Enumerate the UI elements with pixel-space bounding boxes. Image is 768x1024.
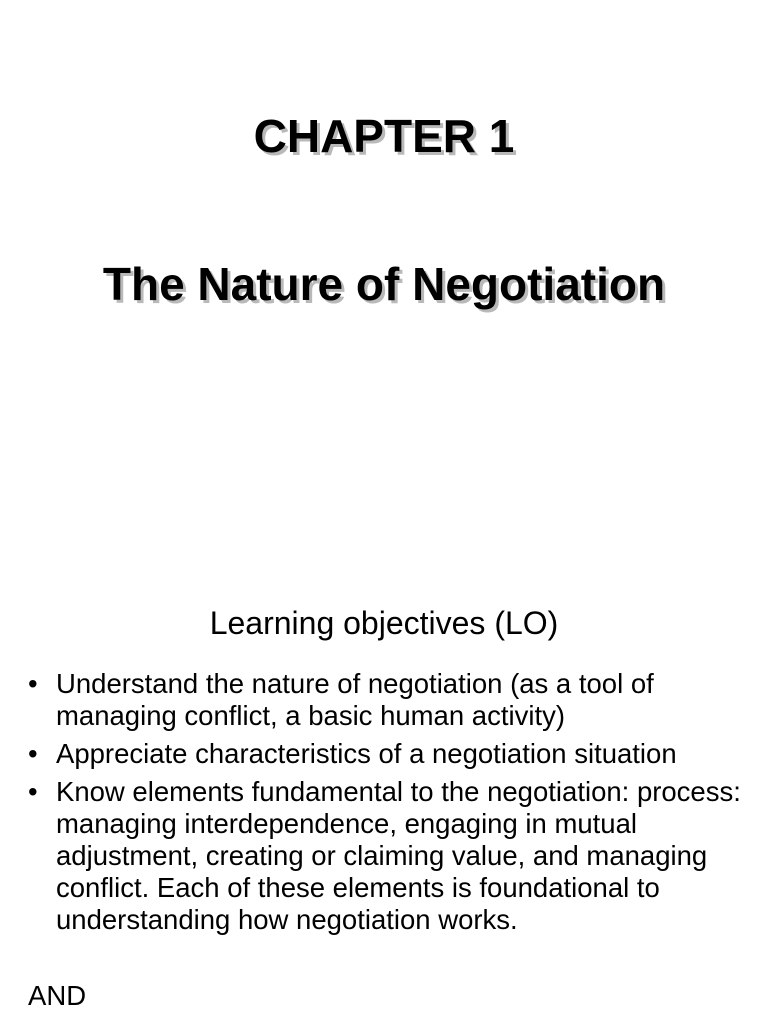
chapter-heading: CHAPTER 1 [253, 110, 515, 162]
objective-text: Understand the nature of negotiation (as a tool of managing conflict, a basic human activity) [56, 668, 654, 731]
objective-text: Know elements fundamental to the negotiation: process: managing interdependence, engaging in mutual adjustment, creating or claiming value, and managing conflict. Each of these elements is foundational to understanding how negotiation works. [56, 776, 741, 935]
bullet-icon: • [28, 776, 38, 807]
connector-text: AND [28, 980, 87, 1011]
objective-text: Appreciate characteristics of a negotiation situation [56, 738, 677, 769]
list-item [28, 738, 748, 770]
list-item [28, 668, 748, 732]
learning-objectives-heading: Learning objectives (LO) [209, 605, 559, 641]
objectives-list [28, 668, 748, 942]
bullet-icon: • [28, 668, 38, 699]
page-title: The Nature of Negotiation [102, 258, 666, 310]
bullet-icon: • [28, 738, 38, 769]
list-item [28, 776, 748, 936]
